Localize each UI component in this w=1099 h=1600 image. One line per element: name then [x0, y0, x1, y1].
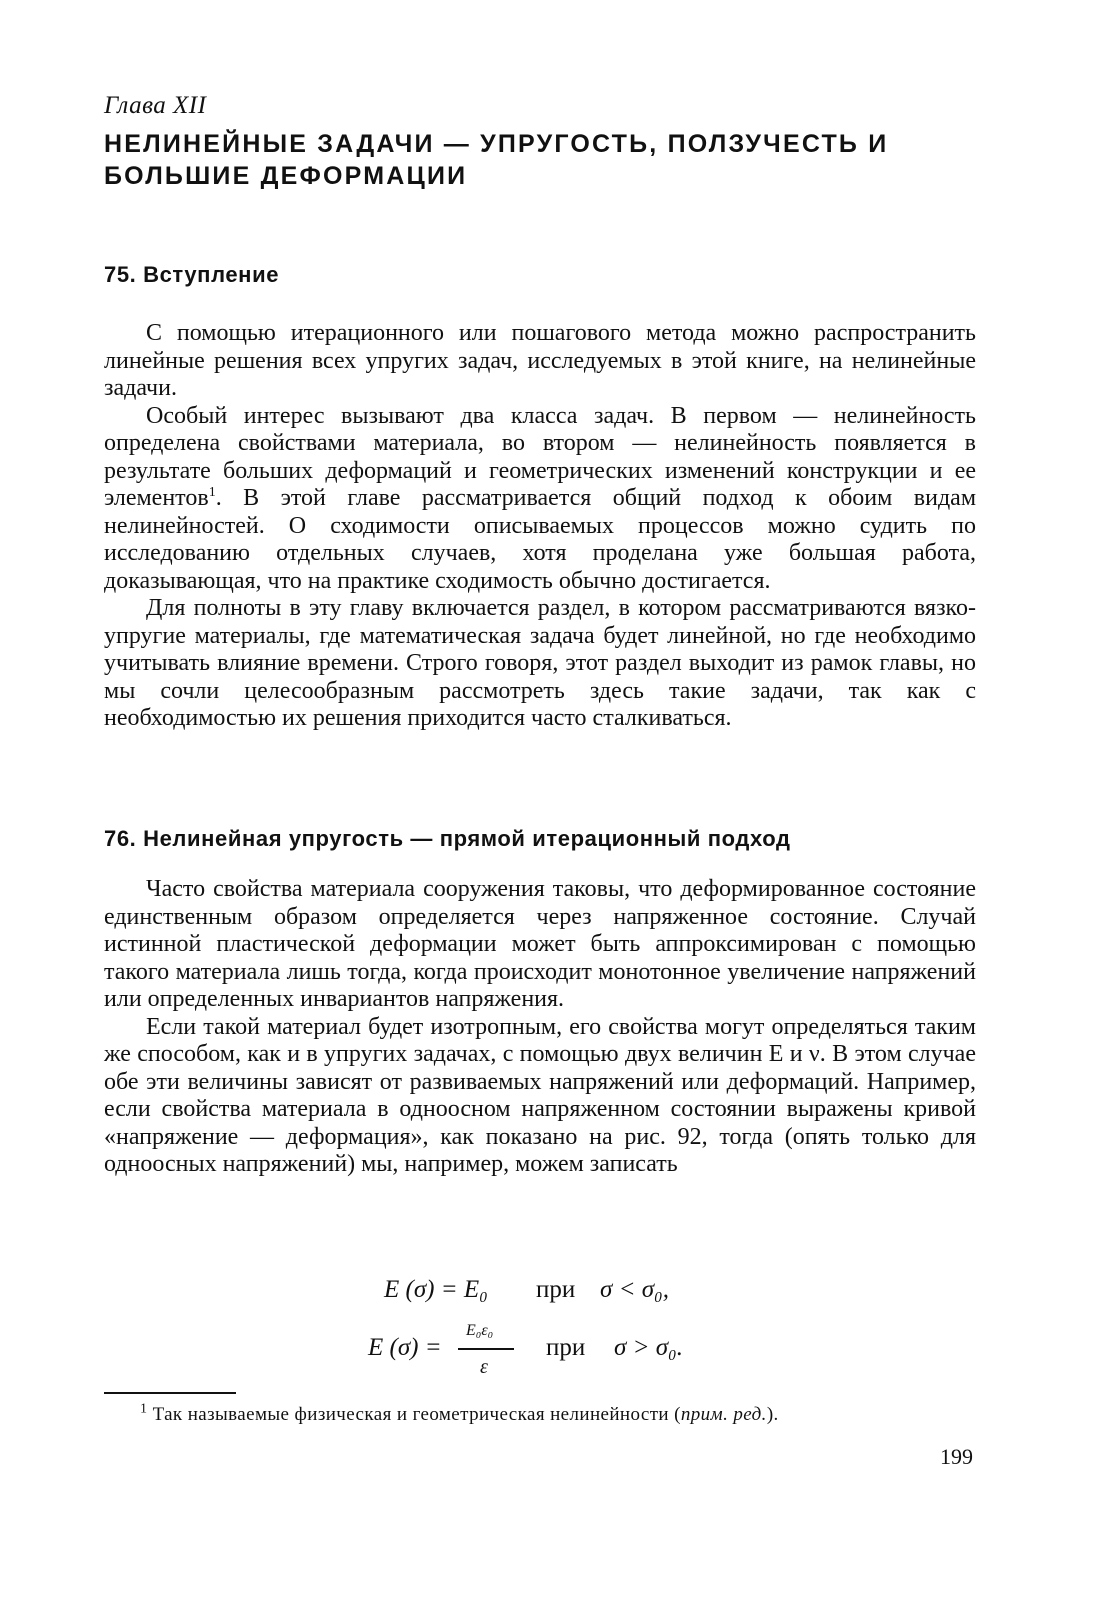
paragraph [104, 403, 976, 596]
equation-1-condition: σ < σ₀, [600, 1276, 669, 1303]
section-heading-75: 75. Вступление [104, 262, 280, 287]
fraction-bar [458, 1348, 514, 1350]
chapter-title: НЕЛИНЕЙНЫЕ ЗАДАЧИ — УПРУГОСТЬ, ПОЛЗУЧЕСТЬ И БОЛЬШИЕ ДЕФОРМАЦИИ [104, 130, 889, 190]
section-heading-76: 76. Нелинейная упругость — прямой итерационный подход [104, 826, 791, 851]
equation-2-lhs: E (σ) = [368, 1334, 442, 1361]
paragraph-text: Особый интерес вызывают два класса задач. В первом — нелинейность определена свойствами материала, во втором — нелинейность появляется в результате больших деформаций и геометрических изменений конструкции и ее элементов [104, 402, 976, 511]
equation-2-denominator: ε [480, 1356, 488, 1378]
footnote-ref: 1 [208, 485, 216, 500]
equation-2-condition: σ > σ₀. [614, 1334, 683, 1361]
footnote-close: ). [766, 1404, 779, 1425]
footnote-rule [104, 1392, 236, 1394]
page-number: 199 [940, 1444, 973, 1469]
section-75-text [104, 320, 976, 733]
equation-1-condition-word: при [536, 1276, 576, 1303]
footnote-italic: прим. ред. [680, 1404, 767, 1425]
footnote-marker: 1 [140, 1401, 148, 1417]
paragraph: Часто свойства материала сооружения таковы, что деформированное состояние единственным образом определяется через напряженное состояние. Случай истинной пластической деформации может быть аппроксимирован с помощью такого материала лишь тогда, когда происходит монотонное увеличение напряжений или определенных инвариантов напряжения. [104, 876, 976, 1012]
equation-1-lhs: E (σ) = E₀ [384, 1276, 488, 1303]
equation-2-numerator: E₀ε₀ [466, 1322, 494, 1339]
paragraph: Если такой материал будет изотропным, его свойства могут определяться таким же способом, как и в упругих задачах, с помощью двух величин E и ν. В этом случае обе эти величины зависят от развиваемых напряжений или деформаций. Например, если свойства материала в одноосном напряженном состоянии выражены кривой «напряжение — деформация», как показано на рис. 92, тогда (опять только для одноосных напряжений) мы, например, можем записать [104, 1013, 976, 1177]
paragraph: Для полноты в эту главу включается раздел, в котором рассматриваются вязко-упругие материалы, где математическая задача будет линейной, но где необходимо учитывать влияние времени. Строго говоря, этот раздел выходит из рамок главы, но мы сочли целесообразным рассмотреть здесь такие задачи, так как с необходимостью их решения приходится часто сталкиваться. [104, 595, 976, 731]
footnote-text: Так называемые физическая и геометрическая нелинейности ( [152, 1404, 681, 1425]
section-76-text [104, 876, 976, 1179]
paragraph: С помощью итерационного или пошагового метода можно распространить линейные решения всех упругих задач, исследуемых в этой книге, на нелинейные задачи. [104, 320, 976, 401]
footnote [140, 1401, 980, 1426]
equation-2-condition-word: при [546, 1334, 586, 1361]
chapter-label: Глава XII [104, 92, 207, 119]
paragraph-text: . В этой главе рассматривается общий подход к обоим видам нелинейностей. О сходимости описываемых процессов можно судить по исследованию отдельных случаев, хотя проделана уже большая работа, доказывающая, что на практике сходимость обычно достигается. [104, 485, 976, 594]
